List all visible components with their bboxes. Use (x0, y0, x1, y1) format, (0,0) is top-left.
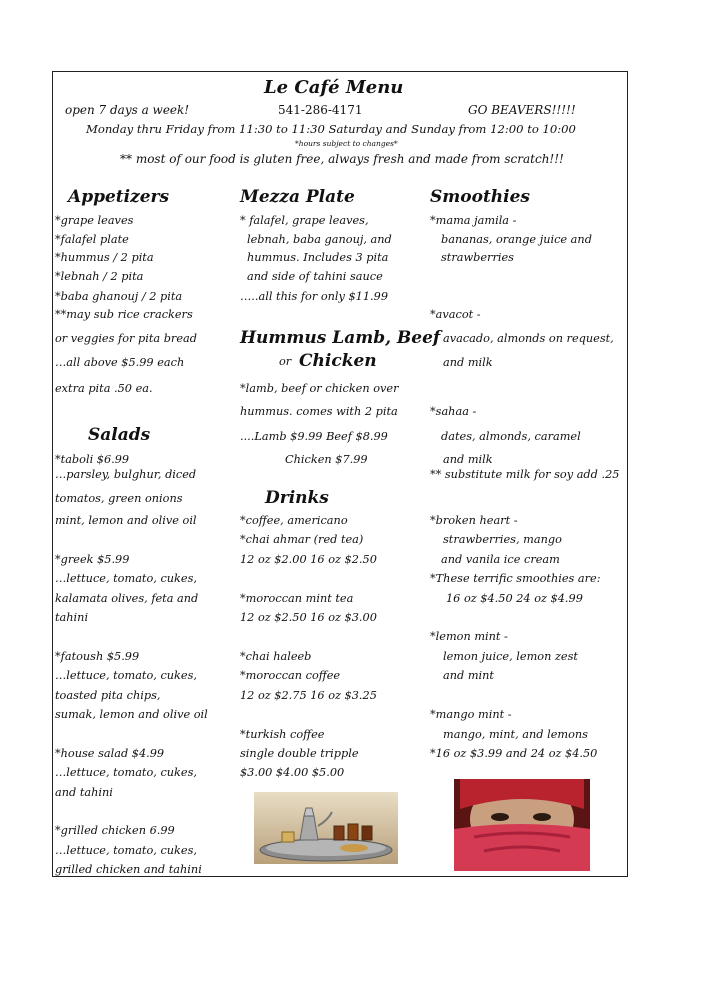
appetizers-heading: Appetizers (68, 187, 170, 207)
smoothie-detail: and milk (443, 453, 493, 466)
smoothie-detail: bananas, orange juice and (441, 233, 592, 246)
smoothie-item: *sahaa - (430, 405, 477, 418)
phone-number: 541-286-4171 (278, 103, 363, 117)
salad-item: *greek $5.99 (55, 553, 130, 566)
salad-detail: …parsley, bulghur, diced (55, 468, 197, 481)
appetizer-item: *falafel plate (55, 233, 129, 246)
salad-item: *grilled chicken 6.99 (55, 824, 175, 837)
drink-sizes: single double tripple (240, 747, 359, 760)
hummus-meat-heading: Hummus Lamb, Beef (240, 328, 441, 348)
smoothie-price: 16 oz $4.50 24 oz $4.99 (446, 592, 583, 605)
salad-detail: tomatos, green onions (55, 492, 183, 505)
appetizer-item: or veggies for pita bread (55, 332, 197, 345)
drinks-heading: Drinks (265, 488, 329, 508)
drink-price: $3.00 $4.00 $5.00 (240, 766, 345, 779)
drink-price: 12 oz $2.75 16 oz $3.25 (240, 689, 377, 702)
appetizer-extra: extra pita .50 ea. (55, 382, 153, 395)
appetizer-price: …all above $5.99 each (55, 356, 185, 369)
mezza-heading: Mezza Plate (240, 187, 355, 207)
drink-price: 12 oz $2.00 16 oz $2.50 (240, 553, 377, 566)
mezza-detail: lebnah, baba ganouj, and (247, 233, 392, 246)
smoothie-detail: avacado, almonds on request, (443, 332, 614, 345)
salad-detail: …lettuce, tomato, cukes, (55, 766, 197, 779)
smoothie-detail: dates, almonds, caramel (441, 430, 581, 443)
smoothie-note: ** substitute milk for soy add .25 (430, 468, 620, 481)
smoothie-item: *mama jamila - (430, 214, 517, 227)
drink-item: *chai haleeb (240, 650, 312, 663)
smoothie-item: *lemon mint - (430, 630, 508, 643)
drink-item: *chai ahmar (red tea) (240, 533, 364, 546)
appetizer-item: **may sub rice crackers (55, 308, 193, 321)
salad-detail: sumak, lemon and olive oil (55, 708, 208, 721)
drink-item: *coffee, americano (240, 514, 348, 527)
salad-detail: grilled chicken and tahini (55, 863, 202, 876)
smoothie-detail: strawberries, mango (443, 533, 562, 546)
drink-price: 12 oz $2.50 16 oz $3.00 (240, 611, 377, 624)
smoothie-item: *broken heart - (430, 514, 518, 527)
salad-detail: …lettuce, tomato, cukes, (55, 844, 197, 857)
salad-item: *taboli $6.99 (55, 453, 130, 466)
smoothie-detail: strawberries (441, 251, 514, 264)
smoothies-heading: Smoothies (430, 187, 530, 207)
smoothie-price: *16 oz $3.99 and 24 oz $4.50 (430, 747, 598, 760)
hummus-meat-price: ....Lamb $9.99 Beef $8.99 (240, 430, 388, 443)
appetizer-item: *baba ghanouj / 2 pita (55, 290, 183, 303)
open-days: open 7 days a week! (65, 103, 190, 117)
smoothie-note: *These terrific smoothies are: (430, 572, 601, 585)
salad-detail: …lettuce, tomato, cukes, (55, 572, 197, 585)
mezza-detail: * falafel, grape leaves, (240, 214, 369, 227)
salad-item: *fatoush $5.99 (55, 650, 140, 663)
smoothie-detail: and mint (443, 669, 494, 682)
hours-note: *hours subject to changes* (295, 139, 398, 148)
mezza-detail: hummus. Includes 3 pita (247, 251, 389, 264)
smoothie-item: *avacot - (430, 308, 481, 321)
appetizer-item: *hummus / 2 pita (55, 251, 154, 264)
smoothie-detail: and milk (443, 356, 493, 369)
smoothie-detail: and vanila ice cream (441, 553, 560, 566)
salad-detail: tahini (55, 611, 89, 624)
salad-detail: …lettuce, tomato, cukes, (55, 669, 197, 682)
hummus-meat-detail: hummus. comes with 2 pita (240, 405, 398, 418)
gluten-free-note: ** most of our food is gluten free, always fresh and made from scratch!!! (120, 152, 564, 166)
mezza-price: …..all this for only $11.99 (240, 290, 389, 303)
hummus-meat-price: Chicken $7.99 (285, 453, 368, 466)
salad-detail: kalamata olives, feta and (55, 592, 199, 605)
drink-item: *moroccan mint tea (240, 592, 354, 605)
slogan: GO BEAVERS!!!!! (468, 103, 576, 117)
hummus-meat-or: or (279, 355, 292, 368)
salad-detail: and tahini (55, 786, 113, 799)
drink-item: *turkish coffee (240, 728, 325, 741)
appetizer-item: *grape leaves (55, 214, 134, 227)
salads-heading: Salads (88, 425, 151, 445)
menu-title: Le Café Menu (264, 77, 404, 98)
tea-set-photo (254, 792, 398, 864)
salad-item: *house salad $4.99 (55, 747, 165, 760)
opening-hours: Monday thru Friday from 11:30 to 11:30 Saturday and Sunday from 12:00 to 10:00 (86, 122, 576, 136)
hummus-meat-chicken: Chicken (299, 351, 377, 371)
appetizer-item: *lebnah / 2 pita (55, 270, 144, 283)
drink-item: *moroccan coffee (240, 669, 341, 682)
hummus-meat-detail: *lamb, beef or chicken over (240, 382, 399, 395)
salad-detail: mint, lemon and olive oil (55, 514, 197, 527)
smoothie-detail: lemon juice, lemon zest (443, 650, 578, 663)
veiled-woman-photo (454, 779, 590, 871)
smoothie-detail: mango, mint, and lemons (443, 728, 588, 741)
smoothie-item: *mango mint - (430, 708, 512, 721)
mezza-detail: and side of tahini sauce (247, 270, 383, 283)
salad-detail: toasted pita chips, (55, 689, 161, 702)
